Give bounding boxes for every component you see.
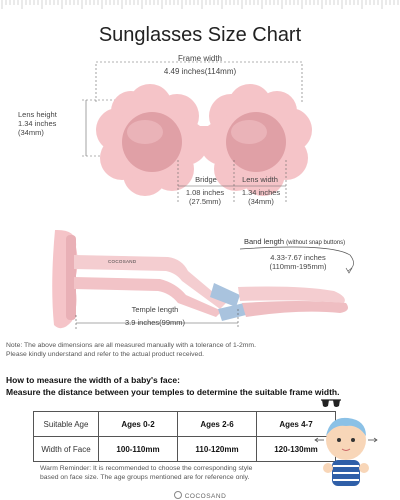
- temple-length-value: 3.9 inches(99mm): [124, 318, 186, 327]
- bridge-label: Bridge: [195, 175, 217, 184]
- bridge-inches: 1.08 inches: [185, 188, 225, 197]
- note-line-1: Note: The above dimensions are all measured manually with a tolerance of 1-2mm.: [6, 342, 256, 349]
- size-table: [33, 411, 336, 462]
- lens-height-mm: (34mm): [18, 128, 44, 137]
- lens-width-mm: (34mm): [248, 197, 274, 206]
- measure-heading-1: How to measure the width of a baby's face:: [6, 375, 180, 385]
- lens-height-label: Lens height: [18, 110, 57, 119]
- sunglasses-icon: [320, 396, 342, 410]
- width-cell: 120-130mm: [257, 437, 336, 462]
- brand-name: COCOSAND: [184, 493, 227, 500]
- frame-width-label: Frame width: [177, 54, 222, 63]
- table-row: [34, 412, 336, 437]
- temple-length-label: Temple length: [131, 305, 179, 314]
- band-length-suffix: (without snap buttons): [286, 240, 346, 246]
- age-cell: Ages 0-2: [99, 412, 178, 437]
- table-row: [34, 437, 336, 462]
- lens-height-inches: 1.34 inches: [18, 119, 57, 128]
- band-length-title: Band length: [244, 237, 285, 246]
- ruler-decoration: [0, 0, 400, 14]
- brand-logo-icon: [174, 491, 182, 499]
- width-cell: 100-110mm: [99, 437, 178, 462]
- page-title: Sunglasses Size Chart: [98, 24, 302, 46]
- brand-footer: [0, 491, 400, 500]
- bridge-mm: (27.5mm): [188, 197, 222, 206]
- warm-reminder-line-2: based on face size. The age groups mentioned are for reference only.: [40, 474, 250, 481]
- measure-heading-2: Measure the distance between your temples to determine the suitable frame width.: [6, 387, 340, 397]
- row-label-face-width: Width of Face: [34, 437, 99, 462]
- lens-width-label: Lens width: [242, 175, 278, 184]
- age-cell: Ages 4-7: [257, 412, 336, 437]
- band-length-label: [244, 237, 400, 246]
- age-cell: Ages 2-6: [178, 412, 257, 437]
- width-cell: 110-120mm: [178, 437, 257, 462]
- baby-illustration: [310, 410, 382, 490]
- row-label-age: Suitable Age: [34, 412, 99, 437]
- arm-brand-text: COCOSAND: [108, 259, 137, 264]
- band-length-mm: (110mm-195mm): [269, 262, 327, 271]
- note-line-2: Please kindly understand and refer to the actual product received.: [6, 351, 204, 358]
- lens-width-inches: 1.34 inches: [241, 188, 281, 197]
- frame-width-value: 4.49 inches(114mm): [163, 67, 237, 76]
- warm-reminder-line-1: Warm Reminder: It is recommended to choose the corresponding style: [40, 465, 253, 472]
- band-length-inches: 4.33-7.67 inches: [270, 253, 326, 262]
